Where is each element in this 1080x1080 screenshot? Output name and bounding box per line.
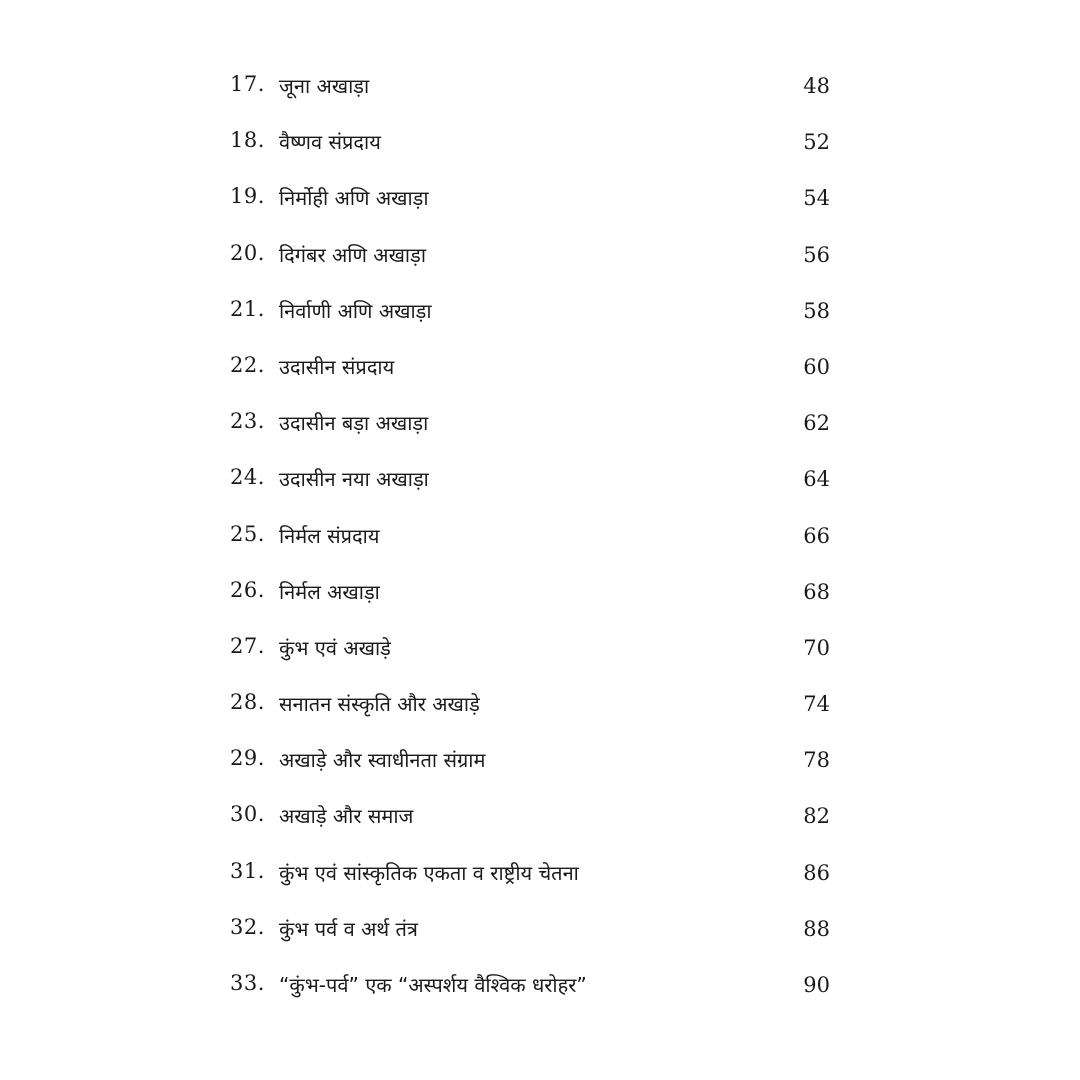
toc-entry-page: 58 [803,298,830,323]
toc-entry-page: 54 [803,186,830,211]
toc-entry [0,116,1080,172]
table-of-contents [0,60,1080,1015]
toc-entry-number: 25. [230,521,265,546]
toc-entry-number: 24. [230,465,265,490]
toc-entry-title: निर्वाणी अणि अखाड़ा [279,298,432,323]
toc-entry-title: कुंभ एवं अखाड़े [279,635,391,660]
toc-entry-title: “कुंभ-पर्व” एक “अस्पर्शय वैश्विक धरोहर” [279,973,587,997]
toc-entry-page: 90 [803,973,830,997]
toc-entry-title: दिगंबर अणि अखाड़ा [279,242,426,267]
toc-entry [0,959,1080,1015]
toc-entry-number: 27. [230,633,265,658]
toc-entry-title: अखाड़े और स्वाधीनता संग्राम [279,748,486,773]
toc-entry-number: 20. [230,240,265,265]
toc-entry-number: 18. [230,128,265,153]
toc-entry [0,172,1080,228]
toc-entry [0,285,1080,341]
toc-entry-number: 29. [230,746,265,771]
toc-entry [0,341,1080,397]
toc-entry [0,734,1080,790]
toc-entry-page: 78 [803,748,830,773]
toc-entry-number: 30. [230,802,265,827]
toc-entry-page: 88 [803,916,830,941]
toc-entry-number: 31. [230,858,265,883]
toc-entry-page: 66 [803,523,830,548]
toc-entry [0,847,1080,903]
toc-entry-title: सनातन संस्कृति और अखाड़े [279,692,480,717]
toc-entry-page: 60 [803,354,830,379]
toc-entry-title: उदासीन संप्रदाय [279,354,395,379]
toc-entry-page: 82 [803,804,830,829]
toc-entry-number: 21. [230,296,265,321]
toc-entry-page: 64 [803,467,830,492]
toc-entry [0,790,1080,846]
toc-entry [0,903,1080,959]
toc-entry-title: उदासीन नया अखाड़ा [279,467,429,492]
toc-entry [0,510,1080,566]
toc-entry-page: 86 [803,860,830,885]
toc-entry [0,678,1080,734]
toc-entry-title: अखाड़े और समाज [279,804,414,829]
toc-entry-number: 23. [230,409,265,434]
toc-entry-title: वैष्णव संप्रदाय [279,130,381,155]
toc-entry-title: कुंभ एवं सांस्कृतिक एकता व राष्ट्रीय चेतना [279,860,579,885]
toc-entry-title: निर्मल अखाड़ा [279,579,380,604]
toc-entry-title: निर्मल संप्रदाय [279,523,380,548]
toc-entry-title: निर्मोही अणि अखाड़ा [279,186,429,211]
toc-entry-title: उदासीन बड़ा अखाड़ा [279,411,429,436]
toc-entry-number: 28. [230,690,265,715]
toc-entry-number: 32. [230,914,265,939]
toc-entry-page: 68 [803,579,830,604]
toc-entry-number: 17. [230,72,265,96]
toc-entry-page: 74 [803,692,830,717]
toc-entry-page: 48 [803,74,830,98]
toc-entry-page: 52 [803,130,830,155]
toc-entry [0,229,1080,285]
toc-entry-number: 19. [230,184,265,209]
toc-entry [0,453,1080,509]
toc-entry-page: 62 [803,411,830,436]
toc-entry-page: 56 [803,242,830,267]
toc-entry-title: कुंभ पर्व व अर्थ तंत्र [279,916,418,941]
toc-entry-number: 33. [230,971,265,995]
toc-entry-number: 26. [230,577,265,602]
toc-entry-number: 22. [230,352,265,377]
toc-entry [0,566,1080,622]
toc-entry-page: 70 [803,635,830,660]
toc-entry [0,397,1080,453]
toc-entry-title: जूना अखाड़ा [279,74,370,98]
toc-entry [0,622,1080,678]
toc-entry [0,60,1080,116]
